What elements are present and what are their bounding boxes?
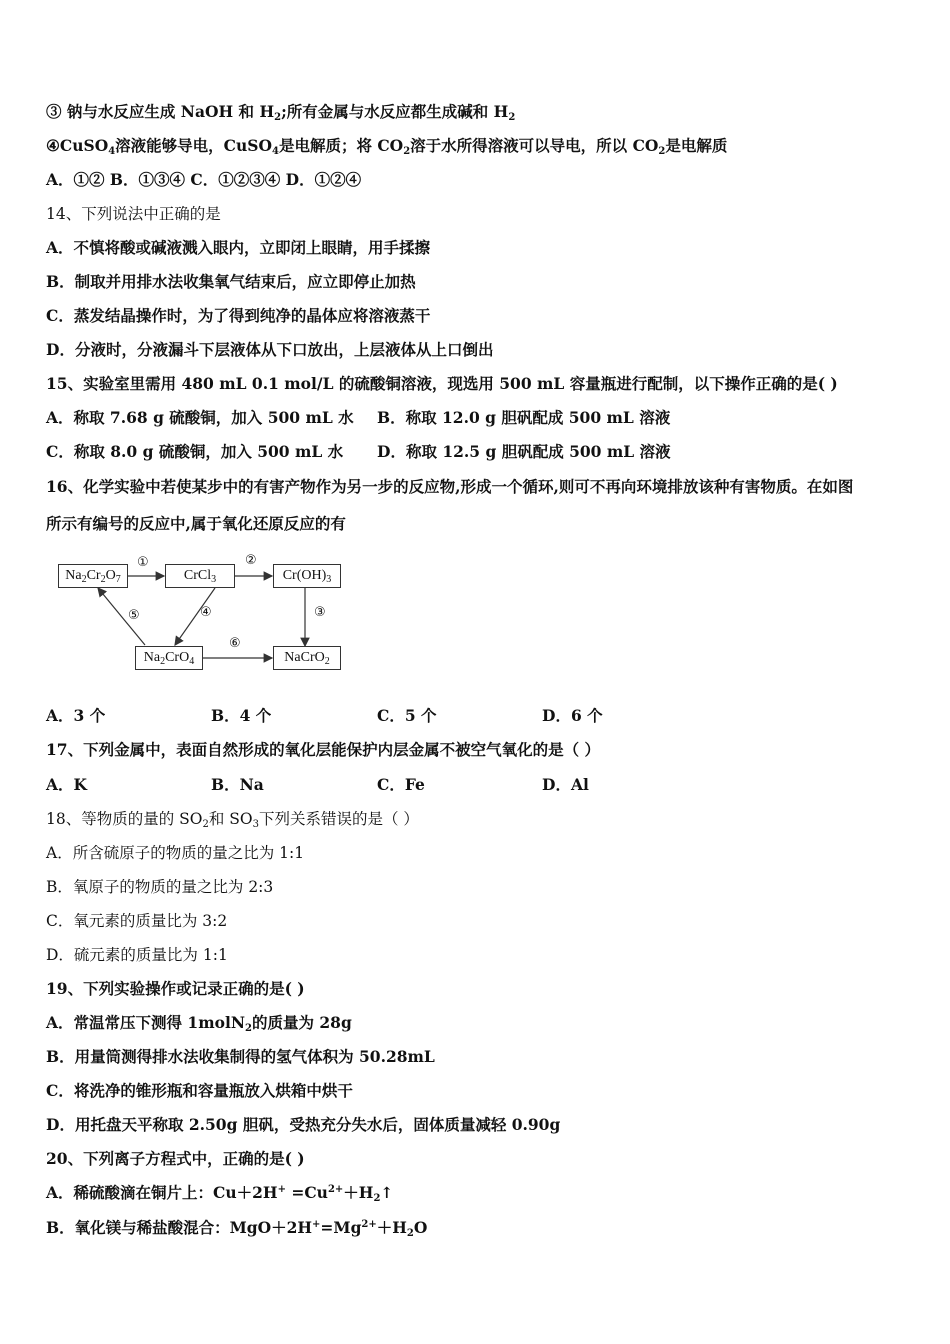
subscript: 2 — [245, 1023, 252, 1034]
q17-option-d: D．Al — [542, 775, 589, 794]
label-6: ⑥ — [229, 636, 241, 651]
q17-option-b: B．Na — [211, 775, 264, 794]
formula-part: Cr — [86, 568, 101, 583]
text: 是电解质；将 CO — [278, 136, 404, 155]
q18-option-b: B．氧原子的物质的量之比为 2:3 — [46, 878, 274, 896]
text: O — [413, 1218, 428, 1237]
q15-option-c: C．称取 8.0 g 硫酸铜，加入 500 mL 水 — [46, 442, 344, 461]
q16-option-c: C．5 个 — [377, 706, 437, 725]
q18-option-d: D．硫元素的质量比为 1:1 — [46, 946, 228, 964]
formula-subscript: 2 — [160, 656, 166, 667]
subscript: 2 — [373, 1193, 381, 1204]
q13-options: A．①② B．①③④ C．①②③④ D．①②④ — [46, 170, 362, 189]
text: A．稀硫酸滴在铜片上：Cu＋2H — [46, 1183, 278, 1202]
q14-option-a: A．不慎将酸或碱液溅入眼内，立即闭上眼睛，用手揉擦 — [46, 238, 431, 257]
subscript: 2 — [403, 146, 411, 157]
box-nacro2 — [273, 646, 341, 670]
q19-option-c: C．将洗净的锥形瓶和容量瓶放入烘箱中烘干 — [46, 1081, 353, 1100]
text: 溶液能够导电，CuSO — [115, 136, 272, 155]
subscript: 2 — [508, 112, 516, 123]
q19-stem: 19、下列实验操作或记录正确的是( ) — [46, 979, 305, 998]
q14-option-b: B．制取并用排水法收集氧气结束后，应立即停止加热 — [46, 272, 416, 291]
subscript: 4 — [108, 146, 116, 157]
text: 18、等物质的量的 SO — [46, 810, 203, 828]
formula-part: O — [105, 568, 116, 583]
q17-option-a: A．K — [46, 775, 87, 794]
formula-part: CrO — [165, 650, 190, 665]
subscript: 2 — [274, 112, 282, 123]
text: 是电解质 — [665, 136, 728, 155]
formula-subscript: 2 — [81, 574, 87, 585]
label-2: ② — [245, 553, 257, 568]
text: A．常温常压下测得 1molN — [46, 1013, 246, 1032]
text: ③ 钠与水反应生成 NaOH 和 H — [46, 102, 275, 121]
text: ;所有金属与水反应都生成碱和 H — [281, 102, 509, 121]
q20-option-b — [46, 1217, 427, 1239]
q14-stem: 14、下列说法中正确的是 — [46, 205, 221, 223]
subscript: 2 — [406, 1228, 414, 1239]
q15-option-d: D．称取 12.5 g 胆矾配成 500 mL 溶液 — [377, 442, 671, 461]
formula-subscript: 2 — [100, 574, 106, 585]
formula-part: Na — [143, 650, 161, 665]
subscript: 2 — [202, 819, 209, 830]
label-3: ③ — [314, 605, 326, 620]
subscript: 2 — [658, 146, 666, 157]
q18-option-c: C．氧元素的质量比为 3:2 — [46, 912, 228, 930]
q15-option-a: A．称取 7.68 g 硫酸铜，加入 500 mL 水 — [46, 408, 354, 427]
text: 溶于水所得溶液可以导电，所以 CO — [410, 136, 659, 155]
q19-option-b: B．用量筒测得排水法收集制得的氢气体积为 50.28mL — [46, 1047, 435, 1066]
text: ↑ — [380, 1183, 394, 1202]
formula-subscript: 2 — [324, 656, 330, 667]
box-crcl3 — [165, 564, 235, 588]
formula-part: CrCl — [183, 568, 212, 583]
formula-part: Cr(OH) — [282, 568, 327, 583]
text: B．氧化镁与稀盐酸混合：MgO＋2H — [46, 1218, 313, 1237]
q18-option-a: A．所含硫原子的物质的量之比为 1:1 — [46, 844, 305, 862]
q16-option-a: A．3 个 — [46, 706, 106, 725]
label-1: ① — [137, 555, 149, 570]
q16-option-b: B．4 个 — [211, 706, 272, 725]
text: 的质量为 28g — [251, 1013, 352, 1032]
subscript: 3 — [252, 819, 259, 830]
q16-stem-line-1: 16、化学实验中若使某步中的有害产物作为另一步的反应物,形成一个循环,则可不再向环境排放该种有害物质。在如图 — [46, 477, 854, 496]
q16-option-d: D．6 个 — [542, 706, 603, 725]
formula-subscript: 7 — [115, 574, 121, 585]
q14-option-c: C．蒸发结晶操作时，为了得到纯净的晶体应将溶液蒸干 — [46, 306, 431, 325]
q18-stem — [46, 808, 419, 830]
subscript: 4 — [271, 146, 279, 157]
q17-option-c: C．Fe — [377, 775, 425, 794]
q14-option-d: D．分液时，分液漏斗下层液体从下口放出，上层液体从上口倒出 — [46, 340, 494, 359]
superscript: 2+ — [327, 1184, 344, 1195]
q19-option-d: D．用托盘天平称取 2.50g 胆矾，受热充分失水后，固体质量减轻 0.90g — [46, 1115, 561, 1134]
text: ＋H — [343, 1183, 374, 1202]
formula-part: Na — [65, 568, 82, 583]
q19-option-a — [46, 1012, 352, 1034]
q13-statement-4 — [46, 135, 727, 157]
superscript: 2+ — [361, 1219, 377, 1230]
box-na2cr2o7 — [58, 564, 128, 588]
q15-stem: 15、实验室里需用 480 mL 0.1 mol/L 的硫酸铜溶液，现选用 500 mL 容量瓶进行配制，以下操作正确的是( ) — [46, 374, 838, 393]
superscript: + — [312, 1219, 321, 1230]
text: ＋H — [376, 1218, 407, 1237]
box-na2cro4 — [135, 646, 203, 670]
text: =Mg — [320, 1218, 362, 1237]
q16-stem-line-2: 所示有编号的反应中,属于氧化还原反应的有 — [46, 514, 346, 533]
text: 和 SO — [208, 810, 253, 828]
superscript: + — [277, 1184, 286, 1195]
q17-stem: 17、下列金属中，表面自然形成的氧化层能保护内层金属不被空气氧化的是（ ） — [46, 740, 600, 759]
formula-part: NaCrO — [284, 650, 325, 665]
label-4: ④ — [200, 605, 212, 620]
q20-stem: 20、下列离子方程式中，正确的是( ) — [46, 1149, 305, 1168]
formula-subscript: 3 — [326, 574, 332, 585]
q15-option-b: B．称取 12.0 g 胆矾配成 500 mL 溶液 — [377, 408, 671, 427]
text: =Cu — [285, 1183, 328, 1202]
formula-subscript: 3 — [211, 574, 217, 585]
formula-subscript: 4 — [189, 656, 195, 667]
text: 下列关系错误的是（ ） — [259, 810, 419, 828]
text: ④CuSO — [46, 136, 109, 155]
q13-statement-3 — [46, 101, 515, 123]
q20-option-a — [46, 1182, 393, 1204]
label-5: ⑤ — [128, 608, 140, 623]
reaction-diagram — [50, 550, 350, 675]
box-croh3 — [273, 564, 341, 588]
